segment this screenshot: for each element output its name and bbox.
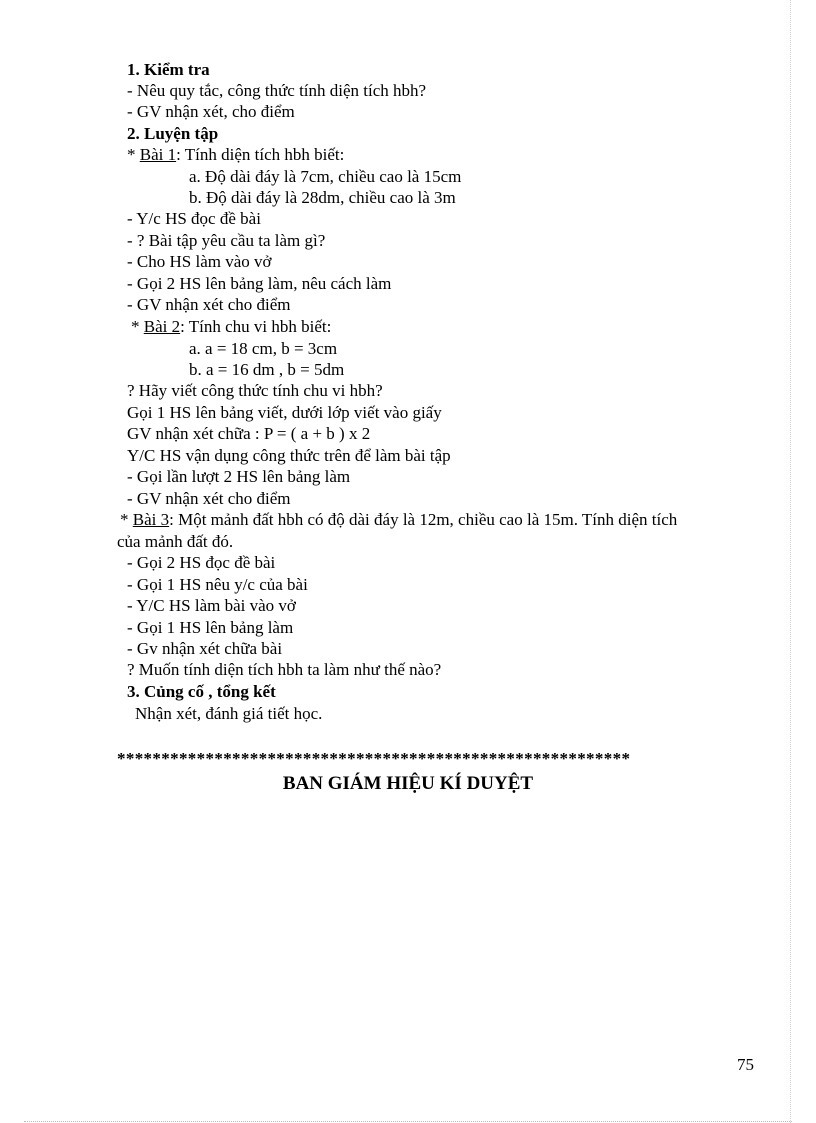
page-number: 75 bbox=[737, 1055, 754, 1074]
text-line: Gọi 1 HS lên bảng viết, dưới lớp viết vào giấy bbox=[127, 403, 442, 422]
bottom-dotted-rule bbox=[24, 1121, 792, 1122]
exercise-3-heading bbox=[120, 510, 677, 530]
text-line: - Y/C HS làm bài vào vở bbox=[127, 596, 296, 615]
exercise-2-label: Bài 2 bbox=[143, 317, 181, 336]
text-line: - Gọi 2 HS lên bảng làm, nêu cách làm bbox=[127, 274, 392, 293]
exercise-item: b. Độ dài đáy là 28dm, chiều cao là 3m bbox=[189, 188, 456, 207]
exercise-item: a. a = 18 cm, b = 3cm bbox=[189, 339, 338, 358]
text-line: - ? Bài tập yêu cầu ta làm gì? bbox=[127, 231, 326, 250]
text-line: - Cho HS làm vào vở bbox=[127, 252, 272, 271]
text-line: - Nêu quy tắc, công thức tính diện tích hbh? bbox=[127, 81, 427, 100]
approval-title: BAN GIÁM HIỆU KÍ DUYỆT bbox=[282, 773, 534, 794]
exercise-1-heading bbox=[127, 145, 344, 165]
text-line: - GV nhận xét, cho điểm bbox=[127, 102, 295, 121]
text-line: - GV nhận xét cho điểm bbox=[127, 295, 291, 314]
text-line: - Gọi 2 HS đọc đề bài bbox=[127, 553, 276, 572]
exercise-item: b. a = 16 dm , b = 5dm bbox=[189, 360, 345, 379]
section-heading-kiem-tra: 1. Kiểm tra bbox=[127, 60, 210, 79]
text-line: Nhận xét, đánh giá tiết học. bbox=[135, 704, 323, 723]
right-dotted-rule bbox=[790, 0, 791, 1123]
section-heading-luyen-tap: 2. Luyện tập bbox=[127, 124, 219, 143]
section-heading-cung-co: 3. Củng cố , tổng kết bbox=[127, 682, 276, 701]
text-line: ? Muốn tính diện tích hbh ta làm như thế nào? bbox=[127, 660, 442, 679]
formula-line: GV nhận xét chữa : P = ( a + b ) x 2 bbox=[127, 424, 371, 443]
text-line: - Gv nhận xét chữa bài bbox=[127, 639, 283, 658]
exercise-2-text: : Tính chu vi hbh biết: bbox=[180, 317, 332, 336]
exercise-prefix: * bbox=[120, 510, 133, 529]
exercise-3-text-continued: của mảnh đất đó. bbox=[117, 532, 234, 551]
exercise-item: a. Độ dài đáy là 7cm, chiều cao là 15cm bbox=[189, 167, 462, 186]
exercise-3-label: Bài 3 bbox=[132, 510, 170, 529]
exercise-prefix: * bbox=[131, 317, 144, 336]
text-line: ? Hãy viết công thức tính chu vi hbh? bbox=[127, 381, 383, 400]
exercise-2-heading bbox=[131, 317, 331, 337]
text-line: - Y/c HS đọc đề bài bbox=[127, 209, 261, 228]
text-line: - Gọi lần lượt 2 HS lên bảng làm bbox=[127, 467, 351, 486]
text-line: - Gọi 1 HS lên bảng làm bbox=[127, 618, 294, 637]
exercise-3-text: : Một mảnh đất hbh có độ dài đáy là 12m, chiều cao là 15m. Tính diện tích bbox=[169, 510, 678, 529]
text-line: - GV nhận xét cho điểm bbox=[127, 489, 291, 508]
exercise-1-text: : Tính diện tích hbh biết: bbox=[176, 145, 345, 164]
exercise-prefix: * bbox=[127, 145, 140, 164]
text-line: Y/C HS vận dụng công thức trên để làm bài tập bbox=[127, 446, 451, 465]
text-line: - Gọi 1 HS nêu y/c của bài bbox=[127, 575, 308, 594]
star-separator: ********************************************************** bbox=[117, 749, 631, 768]
exercise-1-label: Bài 1 bbox=[139, 145, 177, 164]
